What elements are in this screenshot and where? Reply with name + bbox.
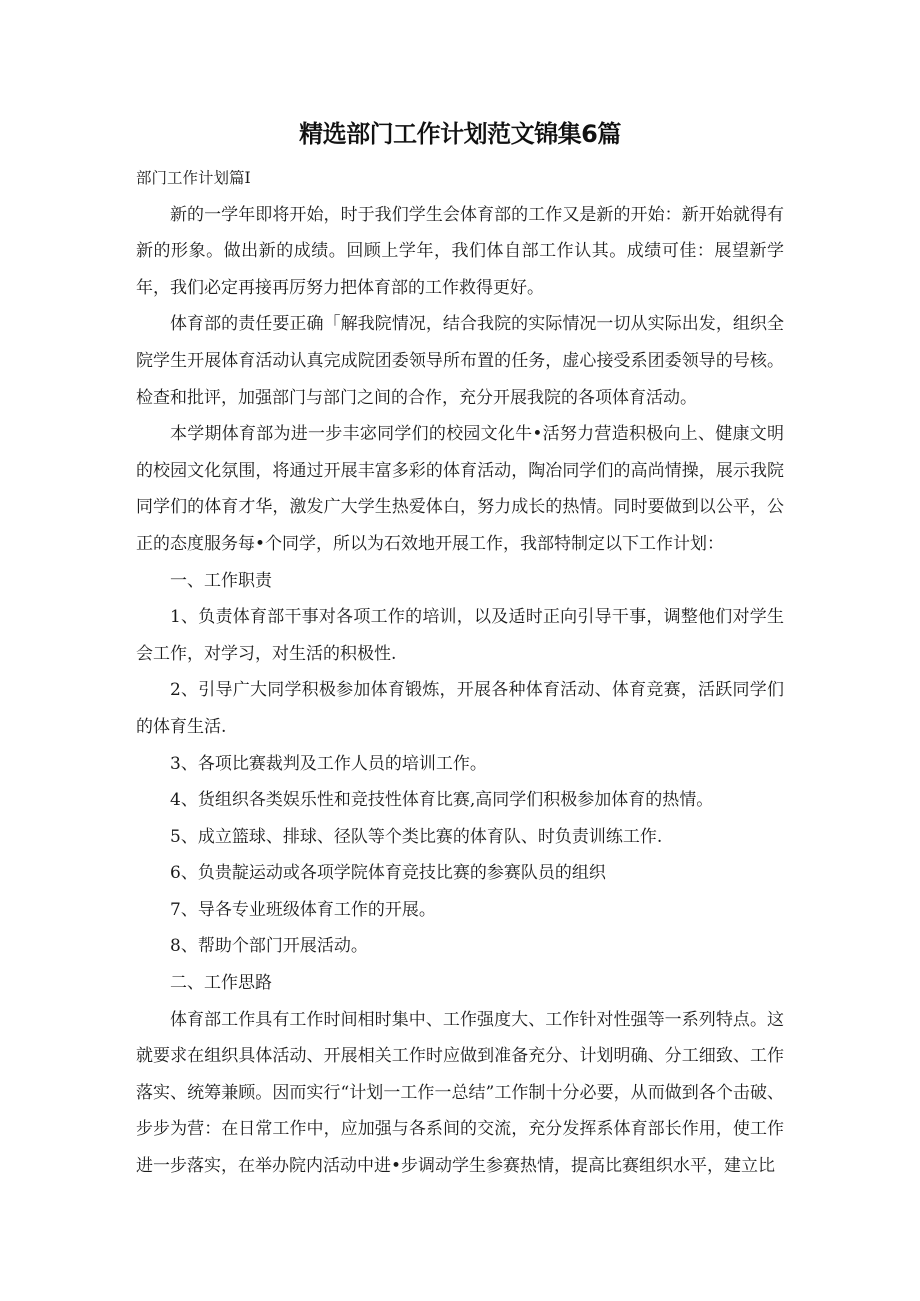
heading-duties: 一、工作职责 [170, 570, 272, 591]
duty-item-1: 1、负责体育部干事对各项工作的培训，以及适时正向引导干事，调整他们对学生会工作，对学习，对生活的积极性. [136, 607, 784, 664]
intro-paragraph-1: 新的一学年即将开始，时于我们学生会体育部的工作又是新的开始：新开始就得有新的形象。做出新的成绩。回顾上学年，我们体自部工作认其。成绩可佳：展望新学年，我们必定再接再厉努力把体育部的工作救得更好。 [136, 204, 784, 298]
duty-item-7: 7、导各专业班级体育工作的开展。 [170, 899, 436, 920]
closing-paragraph: 体育部工作具有工作时间相时集中、工作强度大、工作针对性强等一系列特点。这就要求在组织具体活动、开展相关工作时应做到准备充分、计划明确、分工细致、工作落实、统筹兼顾。因而实行“计划一工作一总结”工作制十分必要，从而做到各个击破、步步为营：在日常工作中，应加强与各系间的交流，充分发挥系体育部长作用，使工作进一步落实，在举办院内活动中进•步调动学生参赛热情，提高比赛组织水平，建立比 [136, 1009, 784, 1177]
intro-paragraph-3: 本学期体育部为进一步丰宓同学们的校园文化牛•活努力营造积极向上、健康文明的校园文化氛围，将通过开展丰富多彩的体育活动，陶冶同学们的高尚情操，展示我院同学们的体育才华，激发广大学生热爱体白，努力成长的热情。同时要做到以公平，公正的态度服务每•个同学，所以为石效地开展工作，我部特制定以下工作计划： [136, 424, 784, 554]
duty-item-4: 4、货组织各类娱乐性和竞技性体育比赛,高同学们积极参加体育的热情。 [170, 790, 714, 811]
heading-work-approach: 二、工作思路 [170, 973, 272, 994]
document-title: 精选部门工作计划范文锦集6篇 [299, 120, 621, 148]
section-label: 部门工作计划篇I [136, 169, 251, 187]
duty-item-5: 5、成立篮球、排球、径队等个类比赛的体育队、时负责训练工作. [170, 826, 663, 847]
duty-item-8: 8、帮助个部门开展活动。 [170, 936, 368, 957]
document-body [136, 160, 784, 1185]
duty-item-2: 2、引导广大同学积极参加体育锻炼，开展各种体育活动、体育竞赛，活跃同学们的体育生活. [136, 680, 784, 737]
duty-item-3: 3、各项比赛裁判及工作人员的培训工作。 [170, 753, 487, 774]
duty-item-6: 6、负贵靛运动或各项学院体育竞技比赛的参赛队员的组织 [170, 863, 606, 884]
intro-paragraph-2: 体育部的责任要正确「解我院情况，结合我院的实际情况一切从实际出发，组织全院学生开展体育活动认真完成院团委领导所布置的任务，虚心接受系团委领导的号核。检查和批评，加强部门与部门之间的合作，充分开展我院的各项体育活动。 [136, 314, 784, 408]
